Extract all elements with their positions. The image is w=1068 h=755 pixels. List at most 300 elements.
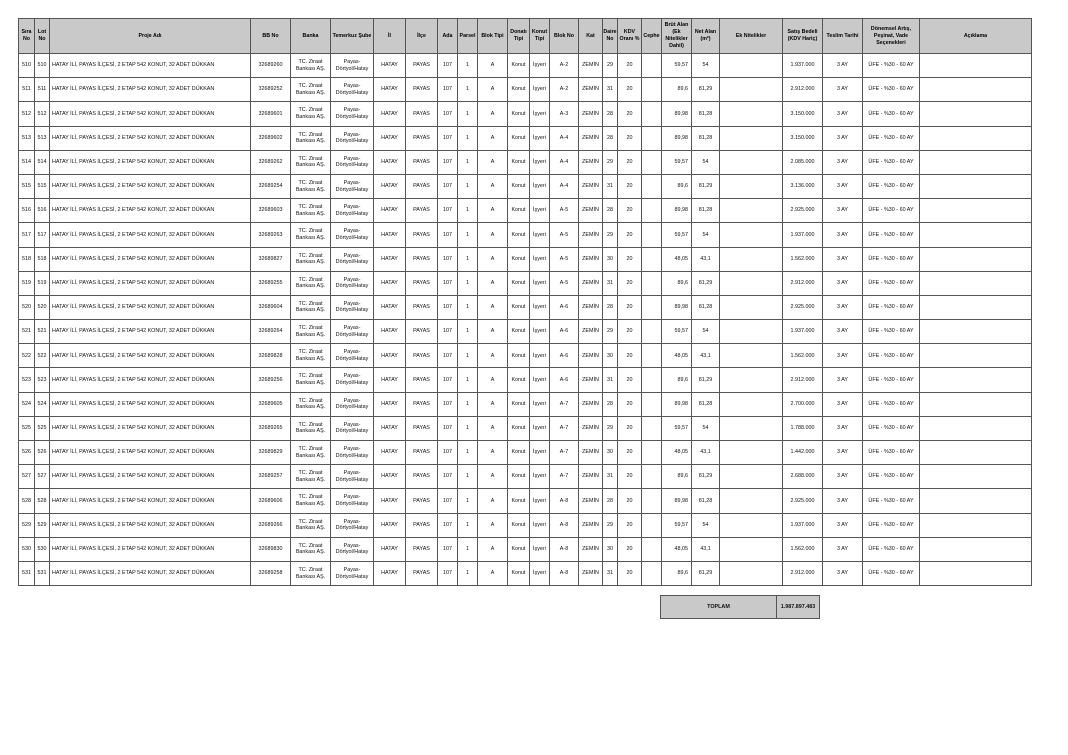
cell-parsel: 1: [458, 320, 478, 344]
cell-blok-no: A-8: [550, 489, 579, 513]
cell-lot-no: 524: [35, 392, 50, 416]
cell-sube: Payas-Dörtyol/Hatay: [331, 54, 374, 78]
cell-ek-nitelikler: [720, 199, 783, 223]
cell-sube: Payas-Dörtyol/Hatay: [331, 416, 374, 440]
cell-sube: Payas-Dörtyol/Hatay: [331, 561, 374, 585]
cell-proje-adi: HATAY İLİ, PAYAS İLÇESİ, 2 ETAP 542 KONUT, 32 ADET DÜKKAN: [50, 223, 251, 247]
cell-lot-no: 515: [35, 174, 50, 198]
cell-odeme-secenekleri: ÜFE - %30 - 60 AY: [863, 295, 920, 319]
cell-satis-bedeli: 1.562.000: [783, 537, 823, 561]
cell-proje-adi: HATAY İLİ, PAYAS İLÇESİ, 2 ETAP 542 KONUT, 32 ADET DÜKKAN: [50, 271, 251, 295]
cell-banka: TC. Ziraat Bankası AŞ.: [291, 489, 331, 513]
cell-daire-no: 31: [603, 78, 618, 102]
cell-odeme-secenekleri: ÜFE - %30 - 60 AY: [863, 537, 920, 561]
cell-brut-alan: 59,57: [662, 223, 692, 247]
cell-konut-tipi: İşyeri: [530, 247, 550, 271]
cell-konut-tipi: İşyeri: [530, 368, 550, 392]
cell-parsel: 1: [458, 489, 478, 513]
cell-bb-no: 32689255: [251, 271, 291, 295]
cell-daire-no: 29: [603, 54, 618, 78]
cell-kat: ZEMİN: [579, 344, 603, 368]
cell-bb-no: 32689258: [251, 561, 291, 585]
cell-odeme-secenekleri: ÜFE - %30 - 60 AY: [863, 102, 920, 126]
cell-proje-adi: HATAY İLİ, PAYAS İLÇESİ, 2 ETAP 542 KONUT, 32 ADET DÜKKAN: [50, 174, 251, 198]
cell-cephe: [642, 199, 662, 223]
cell-kdv-orani: 20: [618, 150, 642, 174]
cell-sube: Payas-Dörtyol/Hatay: [331, 441, 374, 465]
cell-brut-alan: 89,6: [662, 271, 692, 295]
cell-cephe: [642, 537, 662, 561]
cell-satis-bedeli: 1.937.000: [783, 320, 823, 344]
cell-banka: TC. Ziraat Bankası AŞ.: [291, 392, 331, 416]
cell-teslim-tarihi: 3 AY: [823, 295, 863, 319]
cell-blok-tipi: A: [478, 271, 508, 295]
cell-donati-tipi: Konut: [508, 174, 530, 198]
cell-donati-tipi: Konut: [508, 54, 530, 78]
cell-sira-no: 529: [19, 513, 35, 537]
cell-kdv-orani: 20: [618, 368, 642, 392]
cell-konut-tipi: İşyeri: [530, 392, 550, 416]
lot-table: [18, 18, 1032, 586]
cell-konut-tipi: İşyeri: [530, 174, 550, 198]
cell-daire-no: 29: [603, 320, 618, 344]
cell-parsel: 1: [458, 368, 478, 392]
cell-sira-no: 531: [19, 561, 35, 585]
cell-sira-no: 518: [19, 247, 35, 271]
col-ilce: İlçe: [406, 19, 438, 54]
cell-parsel: 1: [458, 150, 478, 174]
cell-kdv-orani: 20: [618, 441, 642, 465]
cell-blok-no: A-8: [550, 537, 579, 561]
cell-ek-nitelikler: [720, 465, 783, 489]
cell-net-alan: 81,28: [692, 126, 720, 150]
cell-teslim-tarihi: 3 AY: [823, 537, 863, 561]
cell-parsel: 1: [458, 537, 478, 561]
cell-konut-tipi: İşyeri: [530, 295, 550, 319]
cell-sira-no: 519: [19, 271, 35, 295]
cell-sira-no: 517: [19, 223, 35, 247]
cell-ek-nitelikler: [720, 102, 783, 126]
cell-banka: TC. Ziraat Bankası AŞ.: [291, 150, 331, 174]
cell-il: HATAY: [374, 344, 406, 368]
cell-net-alan: 81,28: [692, 295, 720, 319]
cell-sira-no: 513: [19, 126, 35, 150]
cell-aciklama: [920, 489, 1032, 513]
cell-net-alan: 54: [692, 513, 720, 537]
cell-net-alan: 81,29: [692, 465, 720, 489]
cell-il: HATAY: [374, 102, 406, 126]
cell-odeme-secenekleri: ÜFE - %30 - 60 AY: [863, 392, 920, 416]
cell-kdv-orani: 20: [618, 513, 642, 537]
cell-sira-no: 510: [19, 54, 35, 78]
cell-ek-nitelikler: [720, 174, 783, 198]
cell-satis-bedeli: 1.937.000: [783, 223, 823, 247]
cell-il: HATAY: [374, 465, 406, 489]
cell-cephe: [642, 247, 662, 271]
cell-odeme-secenekleri: ÜFE - %30 - 60 AY: [863, 441, 920, 465]
cell-odeme-secenekleri: ÜFE - %30 - 60 AY: [863, 320, 920, 344]
cell-lot-no: 516: [35, 199, 50, 223]
cell-ek-nitelikler: [720, 223, 783, 247]
cell-cephe: [642, 320, 662, 344]
cell-aciklama: [920, 392, 1032, 416]
cell-konut-tipi: İşyeri: [530, 126, 550, 150]
table-row: [19, 174, 1032, 198]
cell-lot-no: 527: [35, 465, 50, 489]
cell-blok-no: A-6: [550, 368, 579, 392]
cell-blok-tipi: A: [478, 392, 508, 416]
cell-bb-no: 32689256: [251, 368, 291, 392]
cell-lot-no: 525: [35, 416, 50, 440]
cell-teslim-tarihi: 3 AY: [823, 247, 863, 271]
cell-proje-adi: HATAY İLİ, PAYAS İLÇESİ, 2 ETAP 542 KONUT, 32 ADET DÜKKAN: [50, 295, 251, 319]
cell-bb-no: 32689266: [251, 513, 291, 537]
cell-odeme-secenekleri: ÜFE - %30 - 60 AY: [863, 78, 920, 102]
cell-il: HATAY: [374, 199, 406, 223]
cell-aciklama: [920, 537, 1032, 561]
col-sira-no: Sıra No: [19, 19, 35, 54]
cell-odeme-secenekleri: ÜFE - %30 - 60 AY: [863, 54, 920, 78]
cell-blok-tipi: A: [478, 174, 508, 198]
cell-cephe: [642, 174, 662, 198]
cell-cephe: [642, 513, 662, 537]
table-row: [19, 561, 1032, 585]
cell-ilce: PAYAS: [406, 416, 438, 440]
cell-proje-adi: HATAY İLİ, PAYAS İLÇESİ, 2 ETAP 542 KONUT, 32 ADET DÜKKAN: [50, 513, 251, 537]
cell-donati-tipi: Konut: [508, 320, 530, 344]
cell-lot-no: 510: [35, 54, 50, 78]
cell-banka: TC. Ziraat Bankası AŞ.: [291, 174, 331, 198]
cell-ilce: PAYAS: [406, 513, 438, 537]
cell-satis-bedeli: 2.912.000: [783, 561, 823, 585]
cell-blok-no: A-7: [550, 465, 579, 489]
col-blok-tipi: Blok Tipi: [478, 19, 508, 54]
table-body: [19, 54, 1032, 586]
cell-il: HATAY: [374, 561, 406, 585]
cell-cephe: [642, 150, 662, 174]
cell-banka: TC. Ziraat Bankası AŞ.: [291, 465, 331, 489]
cell-lot-no: 521: [35, 320, 50, 344]
col-blok-no: Blok No: [550, 19, 579, 54]
cell-donati-tipi: Konut: [508, 489, 530, 513]
cell-cephe: [642, 416, 662, 440]
cell-ada: 107: [438, 392, 458, 416]
cell-konut-tipi: İşyeri: [530, 223, 550, 247]
cell-lot-no: 519: [35, 271, 50, 295]
cell-il: HATAY: [374, 392, 406, 416]
col-net-alan: Net Alan (m²): [692, 19, 720, 54]
cell-blok-tipi: A: [478, 441, 508, 465]
cell-konut-tipi: İşyeri: [530, 320, 550, 344]
cell-blok-tipi: A: [478, 295, 508, 319]
cell-kdv-orani: 20: [618, 561, 642, 585]
cell-teslim-tarihi: 3 AY: [823, 102, 863, 126]
cell-lot-no: 514: [35, 150, 50, 174]
cell-net-alan: 54: [692, 416, 720, 440]
cell-kat: ZEMİN: [579, 271, 603, 295]
cell-cephe: [642, 271, 662, 295]
cell-teslim-tarihi: 3 AY: [823, 174, 863, 198]
cell-sube: Payas-Dörtyol/Hatay: [331, 102, 374, 126]
cell-net-alan: 81,29: [692, 271, 720, 295]
cell-daire-no: 28: [603, 199, 618, 223]
cell-blok-no: A-2: [550, 54, 579, 78]
cell-kat: ZEMİN: [579, 368, 603, 392]
cell-blok-no: A-7: [550, 441, 579, 465]
cell-banka: TC. Ziraat Bankası AŞ.: [291, 561, 331, 585]
cell-proje-adi: HATAY İLİ, PAYAS İLÇESİ, 2 ETAP 542 KONUT, 32 ADET DÜKKAN: [50, 126, 251, 150]
cell-ilce: PAYAS: [406, 465, 438, 489]
cell-sube: Payas-Dörtyol/Hatay: [331, 78, 374, 102]
table-row: [19, 247, 1032, 271]
col-aciklama: Açıklama: [920, 19, 1032, 54]
cell-sube: Payas-Dörtyol/Hatay: [331, 223, 374, 247]
cell-blok-tipi: A: [478, 344, 508, 368]
cell-odeme-secenekleri: ÜFE - %30 - 60 AY: [863, 465, 920, 489]
cell-odeme-secenekleri: ÜFE - %30 - 60 AY: [863, 199, 920, 223]
cell-daire-no: 28: [603, 489, 618, 513]
cell-teslim-tarihi: 3 AY: [823, 150, 863, 174]
cell-daire-no: 28: [603, 295, 618, 319]
cell-satis-bedeli: 3.150.000: [783, 102, 823, 126]
cell-proje-adi: HATAY İLİ, PAYAS İLÇESİ, 2 ETAP 542 KONUT, 32 ADET DÜKKAN: [50, 441, 251, 465]
cell-net-alan: 54: [692, 54, 720, 78]
cell-blok-tipi: A: [478, 368, 508, 392]
cell-il: HATAY: [374, 174, 406, 198]
cell-ek-nitelikler: [720, 344, 783, 368]
cell-blok-tipi: A: [478, 199, 508, 223]
cell-banka: TC. Ziraat Bankası AŞ.: [291, 199, 331, 223]
cell-proje-adi: HATAY İLİ, PAYAS İLÇESİ, 2 ETAP 542 KONUT, 32 ADET DÜKKAN: [50, 416, 251, 440]
cell-cephe: [642, 102, 662, 126]
cell-kdv-orani: 20: [618, 392, 642, 416]
cell-sira-no: 512: [19, 102, 35, 126]
cell-lot-no: 511: [35, 78, 50, 102]
cell-parsel: 1: [458, 199, 478, 223]
cell-kat: ZEMİN: [579, 320, 603, 344]
cell-brut-alan: 59,57: [662, 150, 692, 174]
col-lot-no: Lot No: [35, 19, 50, 54]
cell-ada: 107: [438, 561, 458, 585]
cell-donati-tipi: Konut: [508, 150, 530, 174]
total-label: TOPLAM: [661, 596, 777, 619]
cell-ada: 107: [438, 271, 458, 295]
cell-odeme-secenekleri: ÜFE - %30 - 60 AY: [863, 223, 920, 247]
cell-ilce: PAYAS: [406, 126, 438, 150]
cell-ilce: PAYAS: [406, 344, 438, 368]
cell-kdv-orani: 20: [618, 126, 642, 150]
cell-bb-no: 32689601: [251, 102, 291, 126]
cell-kat: ZEMİN: [579, 102, 603, 126]
cell-satis-bedeli: 3.136.000: [783, 174, 823, 198]
cell-il: HATAY: [374, 368, 406, 392]
cell-banka: TC. Ziraat Bankası AŞ.: [291, 102, 331, 126]
cell-sira-no: 524: [19, 392, 35, 416]
cell-satis-bedeli: 2.912.000: [783, 368, 823, 392]
cell-ada: 107: [438, 78, 458, 102]
cell-ek-nitelikler: [720, 295, 783, 319]
cell-daire-no: 29: [603, 150, 618, 174]
table-row: [19, 344, 1032, 368]
table-row: [19, 102, 1032, 126]
cell-odeme-secenekleri: ÜFE - %30 - 60 AY: [863, 174, 920, 198]
col-bb-no: BB No: [251, 19, 291, 54]
cell-kdv-orani: 20: [618, 295, 642, 319]
cell-proje-adi: HATAY İLİ, PAYAS İLÇESİ, 2 ETAP 542 KONUT, 32 ADET DÜKKAN: [50, 537, 251, 561]
cell-bb-no: 32689262: [251, 150, 291, 174]
cell-kat: ZEMİN: [579, 561, 603, 585]
cell-donati-tipi: Konut: [508, 223, 530, 247]
cell-parsel: 1: [458, 392, 478, 416]
cell-blok-no: A-3: [550, 102, 579, 126]
cell-blok-no: A-6: [550, 344, 579, 368]
cell-bb-no: 32689252: [251, 78, 291, 102]
cell-blok-tipi: A: [478, 489, 508, 513]
cell-sube: Payas-Dörtyol/Hatay: [331, 271, 374, 295]
total-table: [660, 595, 820, 619]
cell-blok-no: A-7: [550, 392, 579, 416]
cell-ek-nitelikler: [720, 537, 783, 561]
col-ek-nitelikler: Ek Nitelikler: [720, 19, 783, 54]
cell-donati-tipi: Konut: [508, 416, 530, 440]
cell-aciklama: [920, 271, 1032, 295]
cell-sira-no: 530: [19, 537, 35, 561]
cell-sira-no: 523: [19, 368, 35, 392]
cell-brut-alan: 48,05: [662, 344, 692, 368]
cell-ek-nitelikler: [720, 368, 783, 392]
col-kat: Kat: [579, 19, 603, 54]
total-box: [660, 595, 820, 619]
cell-satis-bedeli: 1.937.000: [783, 54, 823, 78]
cell-teslim-tarihi: 3 AY: [823, 561, 863, 585]
table-row: [19, 537, 1032, 561]
cell-bb-no: 32689606: [251, 489, 291, 513]
cell-ada: 107: [438, 489, 458, 513]
cell-blok-no: A-4: [550, 174, 579, 198]
cell-blok-tipi: A: [478, 54, 508, 78]
cell-sira-no: 516: [19, 199, 35, 223]
cell-donati-tipi: Konut: [508, 392, 530, 416]
cell-net-alan: 81,29: [692, 368, 720, 392]
cell-odeme-secenekleri: ÜFE - %30 - 60 AY: [863, 513, 920, 537]
cell-odeme-secenekleri: ÜFE - %30 - 60 AY: [863, 368, 920, 392]
cell-banka: TC. Ziraat Bankası AŞ.: [291, 247, 331, 271]
cell-cephe: [642, 368, 662, 392]
cell-ilce: PAYAS: [406, 150, 438, 174]
cell-ada: 107: [438, 54, 458, 78]
cell-daire-no: 31: [603, 174, 618, 198]
cell-kdv-orani: 20: [618, 54, 642, 78]
cell-proje-adi: HATAY İLİ, PAYAS İLÇESİ, 2 ETAP 542 KONUT, 32 ADET DÜKKAN: [50, 561, 251, 585]
cell-brut-alan: 89,6: [662, 465, 692, 489]
cell-konut-tipi: İşyeri: [530, 271, 550, 295]
cell-bb-no: 32689254: [251, 174, 291, 198]
cell-blok-tipi: A: [478, 126, 508, 150]
table-row: [19, 489, 1032, 513]
cell-konut-tipi: İşyeri: [530, 199, 550, 223]
cell-sira-no: 515: [19, 174, 35, 198]
cell-banka: TC. Ziraat Bankası AŞ.: [291, 54, 331, 78]
cell-daire-no: 31: [603, 368, 618, 392]
cell-aciklama: [920, 223, 1032, 247]
cell-blok-tipi: A: [478, 150, 508, 174]
cell-konut-tipi: İşyeri: [530, 54, 550, 78]
cell-aciklama: [920, 295, 1032, 319]
cell-blok-no: A-2: [550, 78, 579, 102]
cell-cephe: [642, 392, 662, 416]
cell-parsel: 1: [458, 344, 478, 368]
cell-kdv-orani: 20: [618, 320, 642, 344]
cell-donati-tipi: Konut: [508, 344, 530, 368]
table-row: [19, 199, 1032, 223]
cell-banka: TC. Ziraat Bankası AŞ.: [291, 344, 331, 368]
cell-proje-adi: HATAY İLİ, PAYAS İLÇESİ, 2 ETAP 542 KONUT, 32 ADET DÜKKAN: [50, 54, 251, 78]
cell-ilce: PAYAS: [406, 392, 438, 416]
cell-sube: Payas-Dörtyol/Hatay: [331, 465, 374, 489]
cell-kdv-orani: 20: [618, 344, 642, 368]
cell-donati-tipi: Konut: [508, 295, 530, 319]
cell-kdv-orani: 20: [618, 199, 642, 223]
cell-teslim-tarihi: 3 AY: [823, 54, 863, 78]
cell-parsel: 1: [458, 441, 478, 465]
total-row: [661, 596, 820, 619]
cell-sube: Payas-Dörtyol/Hatay: [331, 199, 374, 223]
cell-konut-tipi: İşyeri: [530, 489, 550, 513]
cell-daire-no: 29: [603, 513, 618, 537]
cell-lot-no: 523: [35, 368, 50, 392]
cell-il: HATAY: [374, 54, 406, 78]
cell-blok-no: A-7: [550, 416, 579, 440]
cell-cephe: [642, 78, 662, 102]
cell-kdv-orani: 20: [618, 174, 642, 198]
cell-ada: 107: [438, 247, 458, 271]
cell-cephe: [642, 489, 662, 513]
cell-odeme-secenekleri: ÜFE - %30 - 60 AY: [863, 416, 920, 440]
cell-net-alan: 54: [692, 223, 720, 247]
cell-satis-bedeli: 3.150.000: [783, 126, 823, 150]
cell-ilce: PAYAS: [406, 174, 438, 198]
cell-brut-alan: 48,05: [662, 441, 692, 465]
cell-blok-no: A-4: [550, 126, 579, 150]
cell-proje-adi: HATAY İLİ, PAYAS İLÇESİ, 2 ETAP 542 KONUT, 32 ADET DÜKKAN: [50, 247, 251, 271]
cell-bb-no: 32689604: [251, 295, 291, 319]
cell-ilce: PAYAS: [406, 537, 438, 561]
col-donati-tipi: Donatı Tipi: [508, 19, 530, 54]
cell-donati-tipi: Konut: [508, 102, 530, 126]
table-row: [19, 392, 1032, 416]
cell-satis-bedeli: 2.925.000: [783, 199, 823, 223]
cell-aciklama: [920, 465, 1032, 489]
cell-satis-bedeli: 1.562.000: [783, 344, 823, 368]
col-brut-alan: Brüt Alan (Ek Nitelikler Dahil): [662, 19, 692, 54]
cell-il: HATAY: [374, 247, 406, 271]
cell-ilce: PAYAS: [406, 271, 438, 295]
cell-blok-no: A-5: [550, 199, 579, 223]
cell-satis-bedeli: 2.700.000: [783, 392, 823, 416]
cell-ek-nitelikler: [720, 150, 783, 174]
cell-parsel: 1: [458, 271, 478, 295]
cell-brut-alan: 89,6: [662, 561, 692, 585]
cell-kdv-orani: 20: [618, 271, 642, 295]
col-ada: Ada: [438, 19, 458, 54]
cell-brut-alan: 59,57: [662, 54, 692, 78]
cell-donati-tipi: Konut: [508, 465, 530, 489]
cell-ada: 107: [438, 199, 458, 223]
cell-kat: ZEMİN: [579, 441, 603, 465]
cell-sube: Payas-Dörtyol/Hatay: [331, 537, 374, 561]
cell-il: HATAY: [374, 271, 406, 295]
table-row: [19, 78, 1032, 102]
